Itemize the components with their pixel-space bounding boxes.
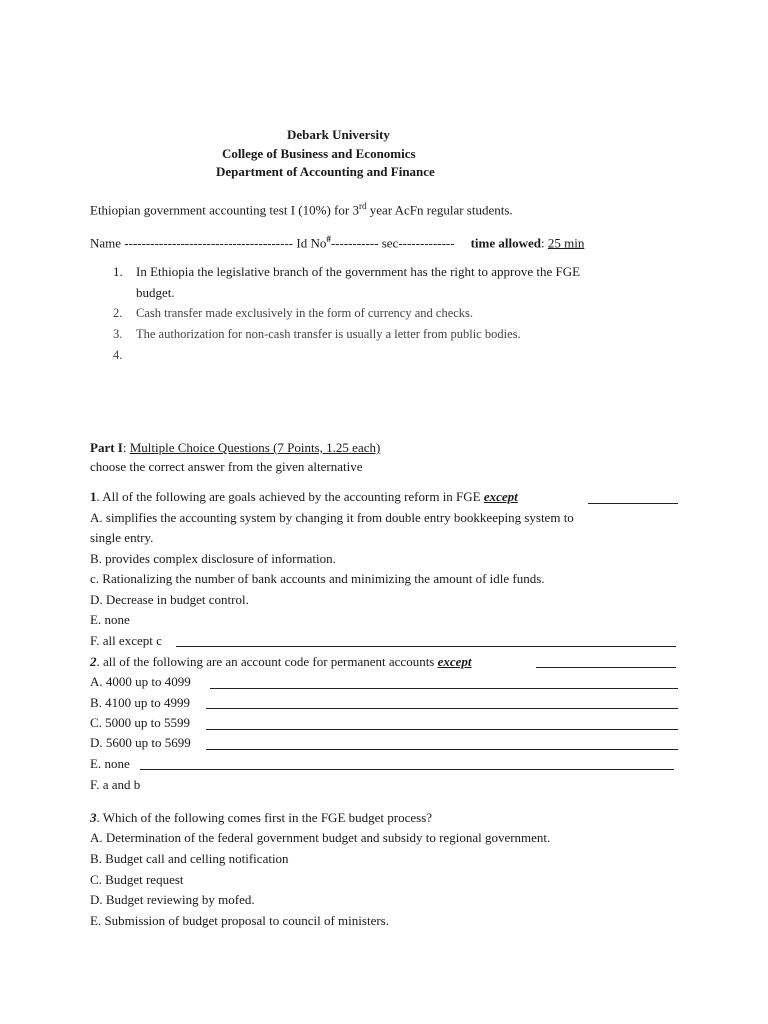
answer-line (140, 769, 674, 770)
id-sup: # (326, 234, 331, 244)
test-title-sup: rd (358, 201, 367, 211)
q2-option-b: B. 4100 up to 4999 (90, 695, 191, 710)
question-2 (90, 654, 472, 670)
university-name: Debark University (287, 127, 390, 142)
q2-option-e: E. none (90, 756, 130, 771)
answer-line (206, 749, 678, 750)
q1-option-c: c. Rationalizing the number of bank accounts and minimizing the amount of idle funds. (90, 571, 545, 586)
q3-option-e: E. Submission of budget proposal to council of ministers. (90, 913, 389, 928)
time-colon: : (541, 235, 545, 251)
q2-option-d: D. 5600 up to 5699 (90, 735, 191, 750)
list-item-number: 2. (113, 306, 123, 320)
question-1 (90, 489, 518, 505)
q1-text: . All of the following are goals achieved by the accounting reform in FGE (96, 489, 484, 504)
department-name: Department of Accounting and Finance (216, 164, 435, 179)
info-line (90, 231, 584, 251)
list-item-number: 1. (113, 264, 123, 279)
part1-instruction: choose the correct answer from the given alternative (90, 459, 363, 474)
q1-number: 1 (90, 489, 97, 504)
q2-text: . all of the following are an account code for permanent accounts (96, 654, 438, 669)
test-title-text: Ethiopian government accounting test I (10%) for 3 (90, 202, 359, 218)
sec-field: ----------- sec------------- (330, 235, 455, 251)
q1-option-a: A. simplifies the accounting system by changing it from double entry bookkeeping system to (90, 510, 574, 525)
part1-colon: : (122, 440, 127, 455)
time-allowed-value: 25 min (547, 235, 585, 251)
q2-option-a: A. 4000 up to 4099 (90, 674, 191, 689)
q3-number: 3 (90, 810, 97, 825)
q1-option-f: F. all except c (90, 633, 162, 648)
part1-heading (90, 440, 380, 456)
question-3 (90, 810, 432, 826)
q3-option-d: D. Budget reviewing by mofed. (90, 892, 255, 907)
q3-option-c: C. Budget request (90, 872, 184, 887)
test-title (90, 198, 513, 218)
list-item-number: 4. (113, 348, 123, 362)
q1-option-b: B. provides complex disclosure of information. (90, 551, 336, 566)
q2-option-c: C. 5000 up to 5599 (90, 715, 191, 730)
list-item: Cash transfer made exclusively in the form of currency and checks. (136, 306, 474, 320)
answer-line (176, 646, 676, 647)
q2-number: 2 (90, 654, 97, 669)
college-name: College of Business and Economics (222, 146, 416, 161)
answer-line (206, 708, 678, 709)
test-title-rest: year AcFn regular students. (366, 202, 513, 218)
q3-option-a: A. Determination of the federal government budget and subsidy to regional government. (90, 830, 551, 845)
answer-line (536, 667, 676, 668)
list-item: The authorization for non-cash transfer is usually a letter from public bodies. (136, 327, 521, 341)
list-item: In Ethiopia the legislative branch of the government has the right to approve the FGE (136, 264, 581, 279)
q1-except: except (483, 489, 518, 504)
q1-option-e: E. none (90, 612, 130, 627)
part1-title: Multiple Choice Questions (7 Points, 1.25 each) (129, 440, 381, 455)
answer-line (210, 688, 678, 689)
list-item-number: 3. (113, 327, 123, 341)
q1-option-a-continuation: single entry. (90, 530, 154, 545)
name-id-field: Name --------------------------------------- Id No (90, 235, 327, 251)
q1-option-d: D. Decrease in budget control. (90, 592, 249, 607)
q3-option-b: B. Budget call and celling notification (90, 851, 289, 866)
q2-except: except (437, 654, 472, 669)
answer-line (206, 729, 678, 730)
answer-line (588, 503, 678, 504)
q2-option-f: F. a and b (90, 777, 141, 792)
list-item-continuation: budget. (136, 285, 175, 300)
q3-text: . Which of the following comes first in the FGE budget process? (96, 810, 433, 825)
time-allowed-label: time allowed (470, 235, 541, 251)
part1-label: Part I (90, 440, 123, 455)
